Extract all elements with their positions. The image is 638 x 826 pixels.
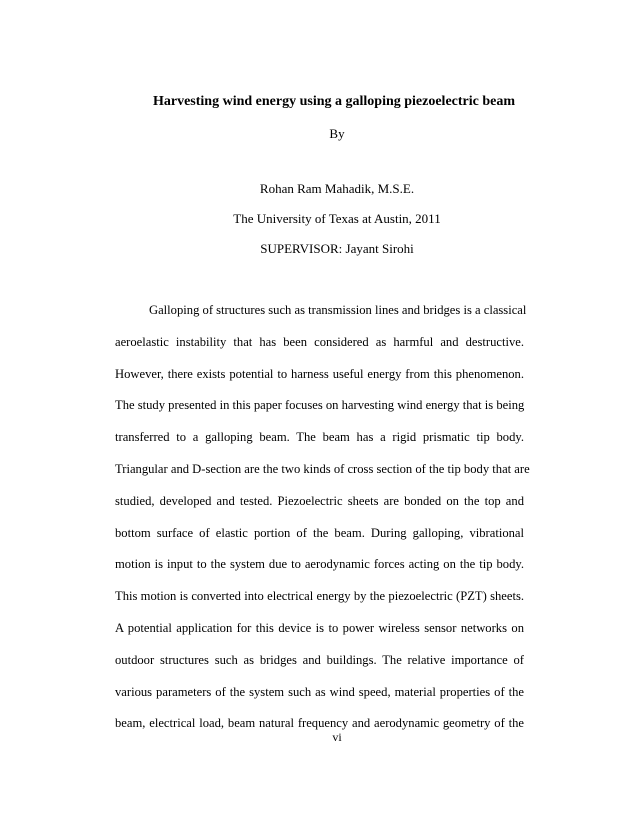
abstract-line: However, there exists potential to harness useful energy from this phenomenon.: [115, 366, 524, 381]
abstract-line: transferred to a galloping beam. The beam has a rigid prismatic tip body.: [115, 430, 524, 445]
university-line: The University of Texas at Austin, 2011: [233, 211, 441, 226]
abstract-line: Triangular and D-section are the two kinds of cross section of the tip body that are: [115, 461, 530, 476]
supervisor-line: SUPERVISOR: Jayant Sirohi: [260, 241, 414, 256]
abstract-line: studied, developed and tested. Piezoelectric sheets are bonded on the top and: [115, 493, 524, 508]
abstract-paragraph: [115, 295, 530, 740]
page-number: vi: [332, 730, 342, 744]
abstract-line: A potential application for this device is to power wireless sensor networks on: [115, 620, 524, 635]
abstract-line: The study presented in this paper focuses on harvesting wind energy that is being: [115, 398, 525, 413]
abstract-line: various parameters of the system such as wind speed, material properties of the: [115, 684, 524, 699]
abstract-line: This motion is converted into electrical energy by the piezoelectric (PZT) sheets.: [115, 589, 524, 604]
abstract-line: outdoor structures such as bridges and buildings. The relative importance of: [115, 652, 524, 667]
abstract-line: beam, electrical load, beam natural frequency and aerodynamic geometry of the: [115, 716, 524, 731]
abstract-line: motion is input to the system due to aerodynamic forces acting on the tip body.: [115, 557, 524, 572]
abstract-line: Galloping of structures such as transmission lines and bridges is a classical: [149, 303, 527, 317]
by-line: By: [329, 126, 345, 141]
abstract-line: aeroelastic instability that has been considered as harmful and destructive.: [115, 334, 524, 349]
abstract-line: bottom surface of elastic portion of the beam. During galloping, vibrational: [115, 525, 524, 540]
document-title: Harvesting wind energy using a galloping piezoelectric beam: [152, 94, 516, 109]
author-name: Rohan Ram Mahadik, M.S.E.: [259, 181, 415, 196]
